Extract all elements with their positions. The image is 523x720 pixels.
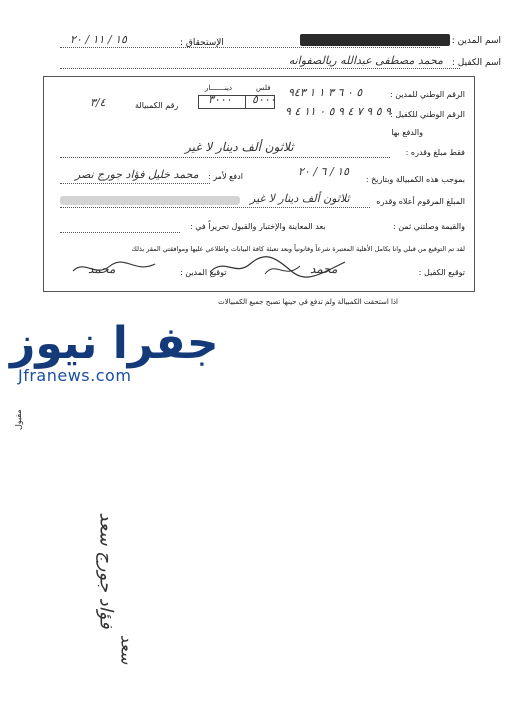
debtor-signature-label: توقيع المدين : <box>180 268 227 277</box>
amount-words-value: ثلاثون ألف دينار لا غير <box>185 140 294 154</box>
debtor-name-line <box>60 47 440 48</box>
value-received-line <box>60 232 180 233</box>
guarantor-signature-label: توقيع الكفيل : <box>418 268 465 277</box>
debtor-national-id-value: ٥ ٠ ٦ ٣ ١ ١ ٩٤٣ <box>288 86 363 99</box>
debtor-name-redaction <box>300 34 450 46</box>
pay-to-value: محمد خليل فؤاد جورج نصر <box>75 168 199 181</box>
value-received-label: والقيمة وصلتني ثمن : <box>393 222 465 231</box>
promissory-number-value: ٣/٤ <box>90 96 106 109</box>
amount-words-line <box>60 157 390 158</box>
fils-label: فلس <box>256 84 271 92</box>
footer-note: اذا استحقت الكمبيالة ولم تدفع في حينها تصبح جميع الكمبيالات <box>218 298 398 306</box>
fils-value: ٥٠٠٠ <box>252 93 276 106</box>
guarantor-signature-scribble <box>205 252 355 282</box>
left-handwriting-2: سعد <box>117 634 137 665</box>
debtor-name-label: اسم المدين : <box>451 36 501 46</box>
amount-words-label: فقط مبلغ وقدره : <box>405 148 465 157</box>
guarantor-name-label: اسم الكفيل : <box>451 58 501 68</box>
bill-date-value: ١٥ / ٦ / ٢٠ <box>298 165 349 178</box>
guarantor-name-value: محمد مصطفى عبدالله ريالصفوانه <box>288 54 443 67</box>
dinar-value: ٣٠٠٠ <box>208 93 232 106</box>
left-handwriting-1: فؤاد جورج سعد <box>95 512 117 629</box>
guarantor-national-id-value: ٩ ٥ ٩ ٧ ٤ ٩ ٥ ٠ ١١ ٤ ٩ <box>285 105 392 118</box>
debtor-national-id-label: الرقم الوطني للمدين : <box>389 90 465 99</box>
guarantor-national-id-label: الرقم الوطني للكفيل : <box>390 110 465 119</box>
dinar-label: دينـــــــار <box>205 84 233 92</box>
pay-to-label: ادفع لأمر : <box>208 172 243 181</box>
debtor-signature-value: محمد <box>88 262 116 276</box>
stated-amount-value: ثلاثون ألف دينار لا غير <box>250 192 350 205</box>
promissory-number-label: رقم الكمبيالة <box>135 101 179 110</box>
due-date-label: الإستحقاق : <box>180 38 224 48</box>
bill-date-label: بموجب هذه الكمبيالة وبتاريخ : <box>365 175 465 184</box>
jfranews-logo-url: Jfranews.com <box>18 366 132 385</box>
jfranews-logo-arabic: جفرا نيوز <box>10 318 219 369</box>
side-stamp-text: مقبول <box>14 409 23 430</box>
guarantor-name-line <box>60 68 460 69</box>
guarantor-signature-value: محمد <box>310 262 338 276</box>
stated-amount-blur <box>60 196 240 205</box>
due-date-value: ١٥ / ١١ / ٢٠ <box>70 33 127 46</box>
pay-label: والدفع بها <box>391 128 423 137</box>
consent-text: لقد تم التوقيع من قبلي وانا بكامل الأهلية المعتبرة شرعاً وقانونياً وبعد تعبئة كافة البيانات واطلاعي عليها وموافقتي المقر بذلك <box>131 245 465 253</box>
debtor-signature-scribble <box>70 256 160 280</box>
after-inspection-text: بعد المعاينة والإختبار والقبول تحريراً في : <box>190 222 326 231</box>
stated-amount-line <box>60 207 370 208</box>
stated-amount-label: المبلغ المرقوم أعلاه وقدره <box>376 197 465 206</box>
pay-to-line <box>60 183 210 184</box>
